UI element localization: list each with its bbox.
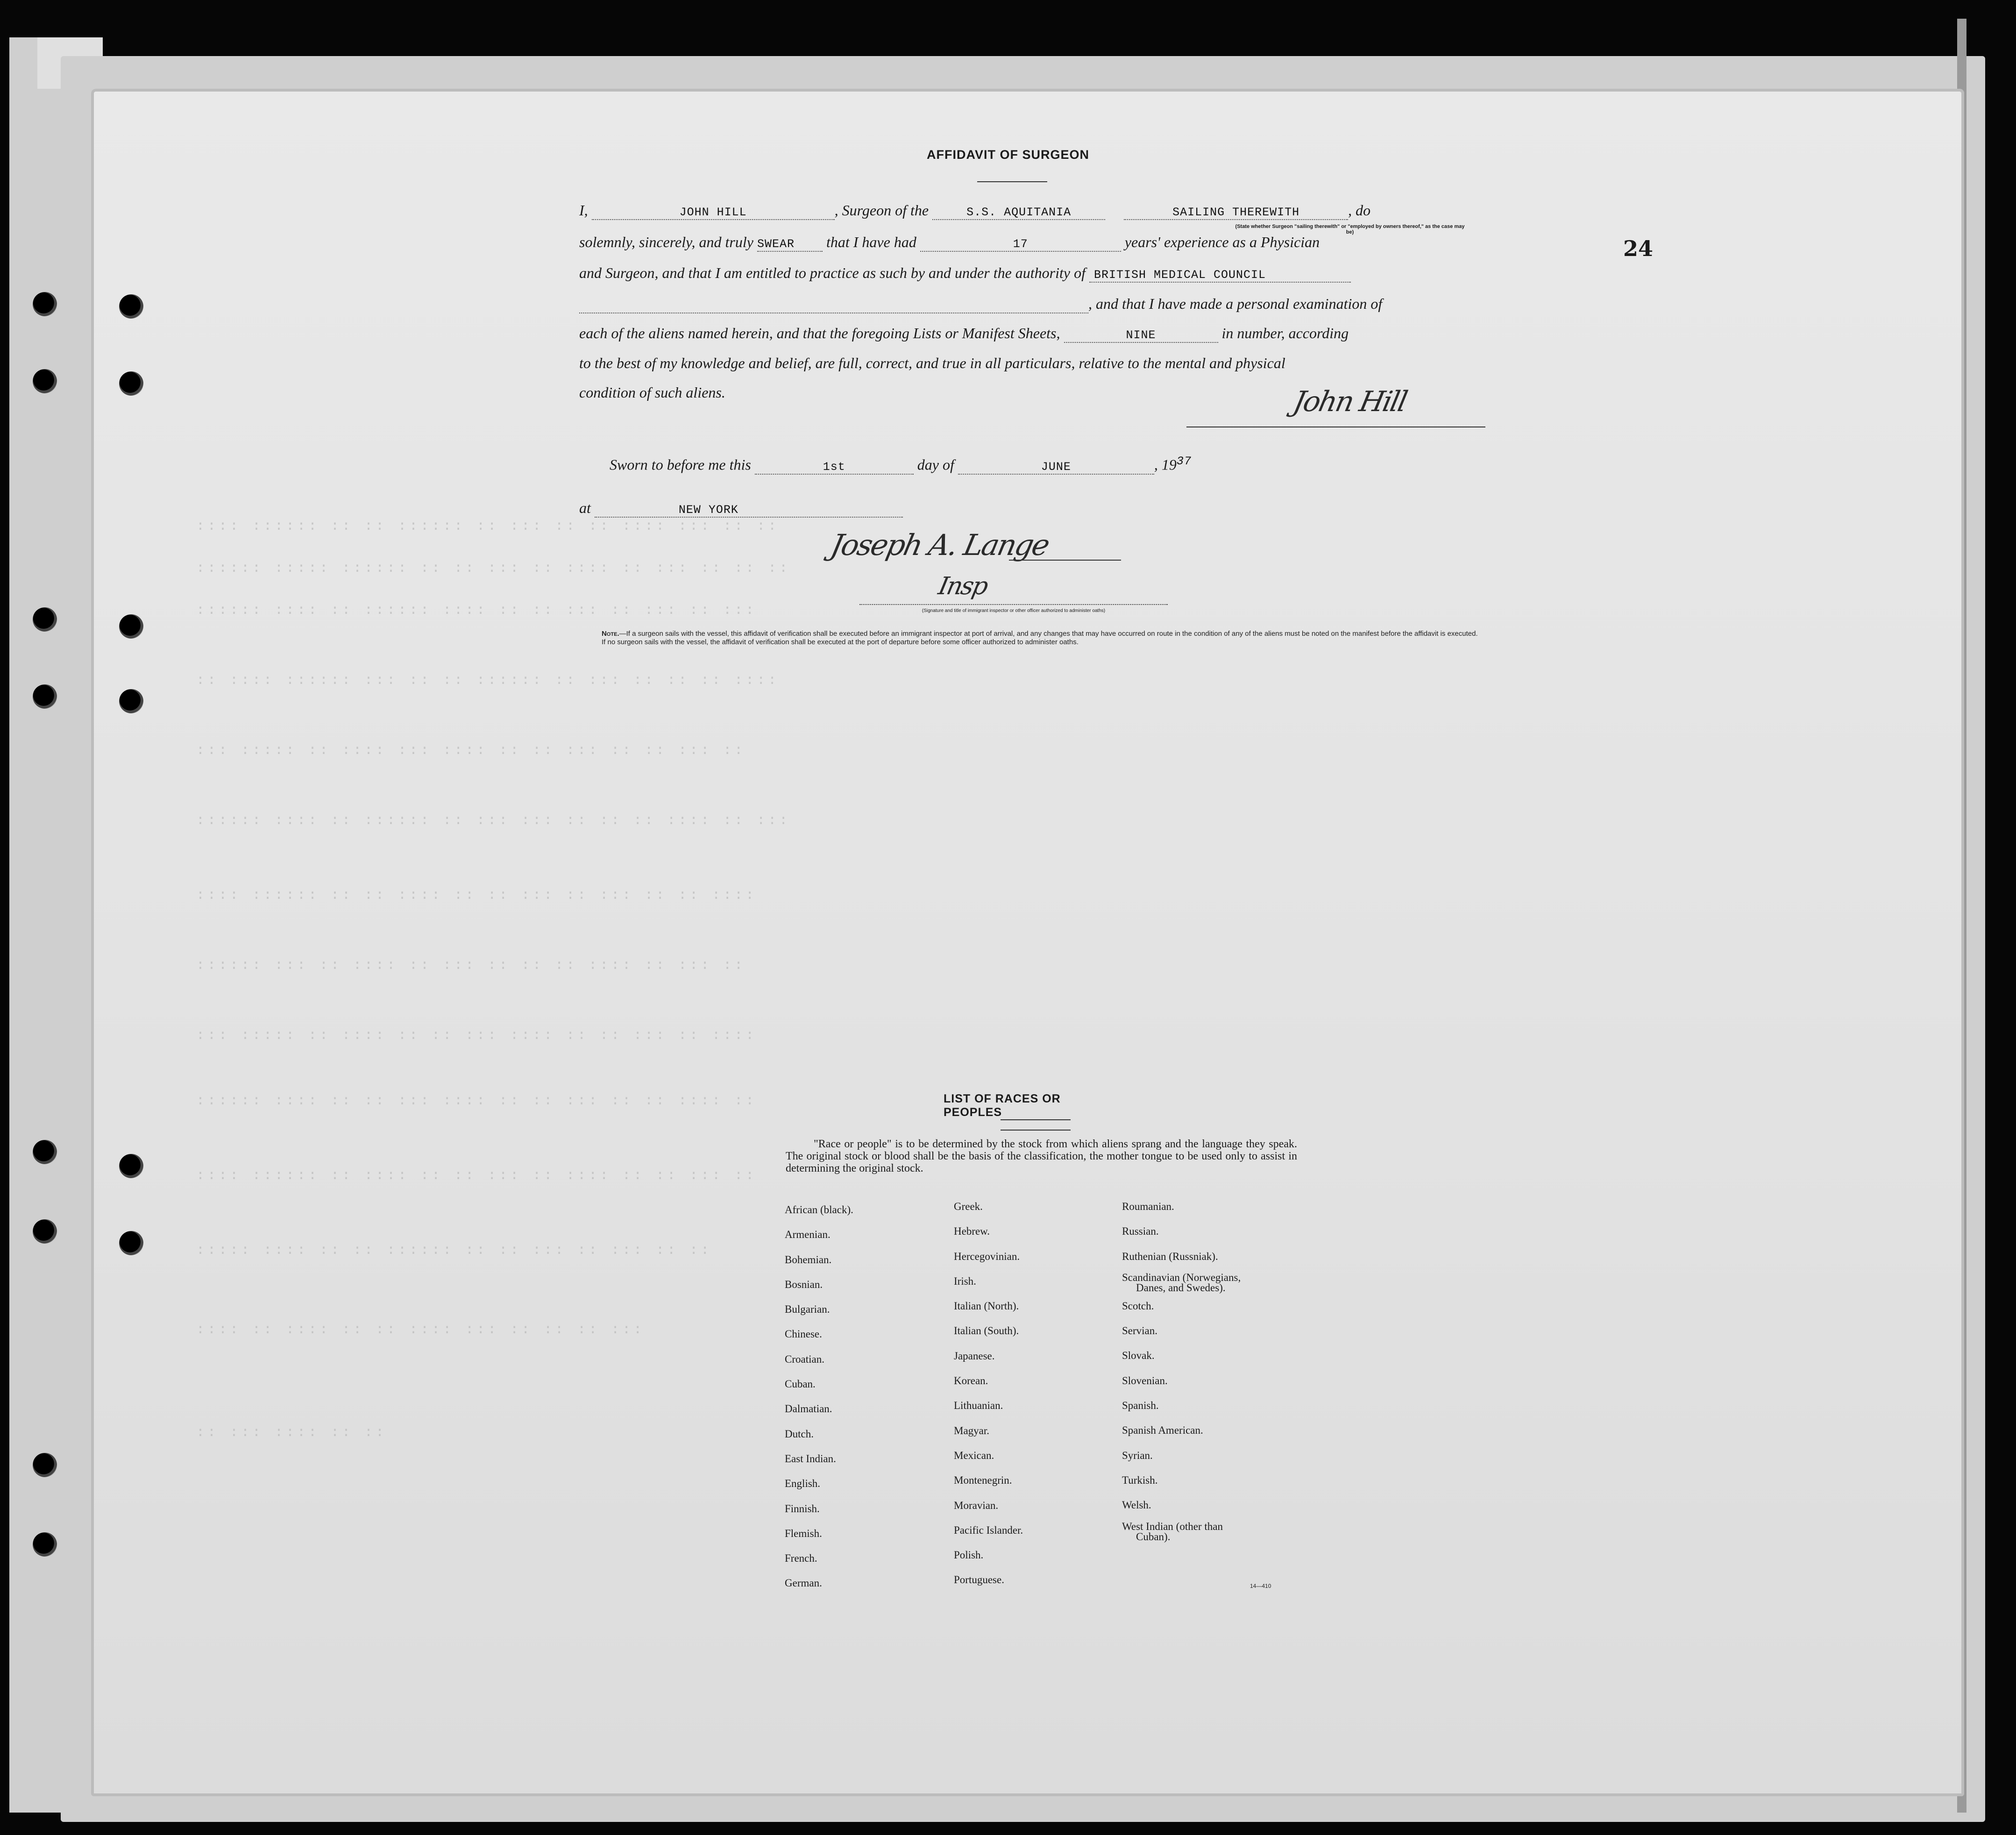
race-item: East Indian.: [785, 1452, 836, 1465]
races-intro: "Race or people" is to be determined by the stock from which aliens sprang and the language they speak. The original stock or blood shall be the basis of the classification, the mother tongue to be used only to assist in determining the original stock.: [786, 1138, 1297, 1174]
races-column-3: [1122, 1194, 1241, 1543]
line5-prefix: each of the aliens named herein, and that the foregoing Lists or Manifest Sheets,: [579, 325, 1060, 341]
race-item: Bulgarian.: [785, 1303, 830, 1316]
race-item: Italian (North).: [954, 1300, 1019, 1312]
sworn-place-field: NEW YORK: [595, 503, 903, 518]
sworn-prefix: Sworn to before me this: [610, 456, 751, 473]
line5-suffix: in number, according: [1221, 325, 1349, 341]
sworn-year-field: 37: [1176, 455, 1192, 468]
punch-hole: [119, 689, 143, 713]
sworn-place-line: [579, 499, 903, 518]
race-item: Lithuanian.: [954, 1400, 1003, 1412]
affidavit-line-7: condition of such aliens.: [579, 384, 725, 401]
punch-hole: [33, 1532, 57, 1557]
sworn-year-prefix: , 19: [1154, 456, 1177, 473]
line1-mid: , Surgeon of the: [834, 202, 929, 219]
punch-hole: [119, 294, 143, 319]
note-text-1: —If a surgeon sails with the vessel, this affidavit of verification shall be executed before an immigrant inspector at port of arrival, and any changes that may have occurred on route in the condition of any of the aliens must be noted on the manifest before the affidavit is executed.: [619, 630, 1478, 638]
line2-mid: that I have had: [826, 234, 916, 250]
race-item: Armenian.: [785, 1229, 831, 1241]
affidavit-line-6: to the best of my knowledge and belief, are full, correct, and true in all particulars, relative to the mental and physical: [579, 355, 1285, 371]
race-item: Finnish.: [785, 1502, 820, 1515]
note-text-2: If no surgeon sails with the vessel, the affidavit of verification shall be executed at the port of departure before some officer authorized to administer oaths.: [602, 638, 1079, 646]
races-title: LIST OF RACES OR PEOPLES: [944, 1092, 1061, 1119]
punch-hole: [33, 684, 57, 709]
sheets-count-field: NINE: [1064, 328, 1218, 343]
race-item: English.: [785, 1478, 821, 1490]
race-item: Flemish.: [785, 1527, 822, 1539]
note-label: Note.: [602, 630, 619, 638]
race-item: Korean.: [954, 1375, 988, 1387]
signature-caption: (Signature and title of immigrant inspector or other officer authorized to administer oaths): [922, 608, 1106, 613]
line2-prefix: solemnly, sincerely, and truly: [579, 234, 753, 250]
race-item-multiline: [1122, 1518, 1241, 1543]
title-rule: [977, 181, 1047, 182]
line3-prefix: and Surgeon, and that I am entitled to practice as such by and under the authority of: [579, 264, 1086, 281]
officer-signature: Joseph A. Lange: [828, 528, 1052, 562]
officer-title-line: [859, 604, 1168, 605]
sworn-day-field: 1st: [755, 460, 914, 475]
race-item-multiline: [1122, 1269, 1241, 1294]
oath-field: SWEAR: [757, 237, 823, 252]
race-item: Cuban).: [1136, 1530, 1171, 1543]
race-item: Japanese.: [954, 1350, 995, 1362]
race-item: Scandinavian (Norwegians,: [1122, 1271, 1241, 1283]
race-item: Croatian.: [785, 1353, 824, 1365]
race-item: Irish.: [954, 1275, 976, 1287]
surgeon-signature: John Hill: [1290, 385, 1409, 418]
status-note: (State whether Surgeon "sailing therewith" or "employed by owners thereof," as the case may be): [1235, 224, 1465, 235]
affidavit-line-1: [579, 202, 1370, 220]
race-item: Mexican.: [954, 1449, 994, 1461]
race-item: Welsh.: [1122, 1499, 1151, 1511]
race-item: Magyar.: [954, 1424, 990, 1437]
race-item: Greek.: [954, 1201, 983, 1212]
surgeon-status-field: SAILING THEREWITH: [1124, 206, 1348, 220]
race-item: Hebrew.: [954, 1225, 990, 1238]
race-item: Hercegovinian.: [954, 1250, 1020, 1262]
vessel-field: S.S. AQUITANIA: [932, 206, 1105, 220]
race-item: Montenegrin.: [954, 1474, 1012, 1486]
race-item: West Indian (other than: [1122, 1520, 1223, 1532]
race-item: Cuban.: [785, 1378, 816, 1390]
line4-suffix: , and that I have made a personal examination of: [1088, 295, 1383, 312]
race-item: Ruthenian (Russniak).: [1122, 1250, 1218, 1262]
races-title-rule-1: [1001, 1119, 1071, 1120]
race-item: Portuguese.: [954, 1574, 1004, 1586]
surgeon-name-field: JOHN HILL: [592, 206, 835, 220]
affidavit-line-2: [579, 234, 1320, 252]
race-item: Pacific Islander.: [954, 1524, 1023, 1536]
race-item: Chinese.: [785, 1328, 822, 1340]
page-number: 24: [1623, 236, 1654, 261]
race-item: Syrian.: [1122, 1449, 1153, 1461]
race-item: Roumanian.: [1122, 1201, 1174, 1212]
races-column-1: [785, 1197, 853, 1596]
authority-field: BRITISH MEDICAL COUNCIL: [1089, 268, 1351, 283]
punch-hole: [119, 614, 143, 639]
punch-hole: [33, 1219, 57, 1244]
races-column-2: [954, 1194, 1023, 1593]
race-item: Dalmatian.: [785, 1403, 832, 1415]
race-item: Scotch.: [1122, 1300, 1154, 1312]
race-item: German.: [785, 1577, 822, 1589]
affidavit-line-4: [579, 295, 1382, 313]
races-title-rule-2: [1001, 1130, 1071, 1131]
punch-hole: [33, 1140, 57, 1164]
line1-suffix: , do: [1348, 202, 1371, 219]
punch-hole: [33, 607, 57, 632]
line2-suffix: years' experience as a Physician: [1124, 234, 1320, 250]
punch-hole: [33, 369, 57, 393]
sworn-month-field: JUNE: [958, 460, 1154, 475]
affidavit-line-3: [579, 264, 1351, 283]
affidavit-line-5: [579, 325, 1349, 343]
affidavit-note: [602, 630, 1484, 647]
years-field: 17: [920, 237, 1121, 252]
officer-signature-line: [1009, 560, 1121, 561]
race-item: Italian (South).: [954, 1325, 1019, 1337]
authority-continued-field: [579, 295, 1088, 313]
race-item: Servian.: [1122, 1325, 1158, 1337]
race-item: Slovenian.: [1122, 1374, 1168, 1387]
race-item: Spanish.: [1122, 1400, 1159, 1412]
race-item: Spanish American.: [1122, 1424, 1203, 1437]
sworn-line: [610, 455, 1192, 475]
at-label: at: [579, 499, 591, 516]
race-item: Turkish.: [1122, 1474, 1158, 1486]
punch-hole: [119, 1154, 143, 1178]
race-item: African (black).: [785, 1204, 853, 1216]
form-code: 14—410: [1250, 1583, 1271, 1589]
punch-hole: [119, 371, 143, 396]
race-item: Dutch.: [785, 1428, 814, 1440]
race-item: Polish.: [954, 1549, 984, 1561]
punch-hole: [119, 1231, 143, 1255]
race-item: Slovak.: [1122, 1350, 1155, 1362]
race-item: Bosnian.: [785, 1278, 823, 1290]
line1-prefix: I,: [579, 202, 588, 219]
punch-hole: [33, 1453, 57, 1477]
sworn-mid: day of: [917, 456, 954, 473]
punch-hole: [33, 292, 57, 316]
race-item: Bohemian.: [785, 1253, 832, 1266]
race-item: Danes, and Swedes).: [1136, 1281, 1226, 1294]
race-item: Russian.: [1122, 1225, 1159, 1238]
document-sheet: [91, 89, 1964, 1796]
race-item: French.: [785, 1552, 817, 1565]
race-item: Moravian.: [954, 1499, 999, 1511]
affidavit-title: AFFIDAVIT OF SURGEON: [927, 148, 1089, 162]
officer-title: Insp: [936, 572, 990, 600]
